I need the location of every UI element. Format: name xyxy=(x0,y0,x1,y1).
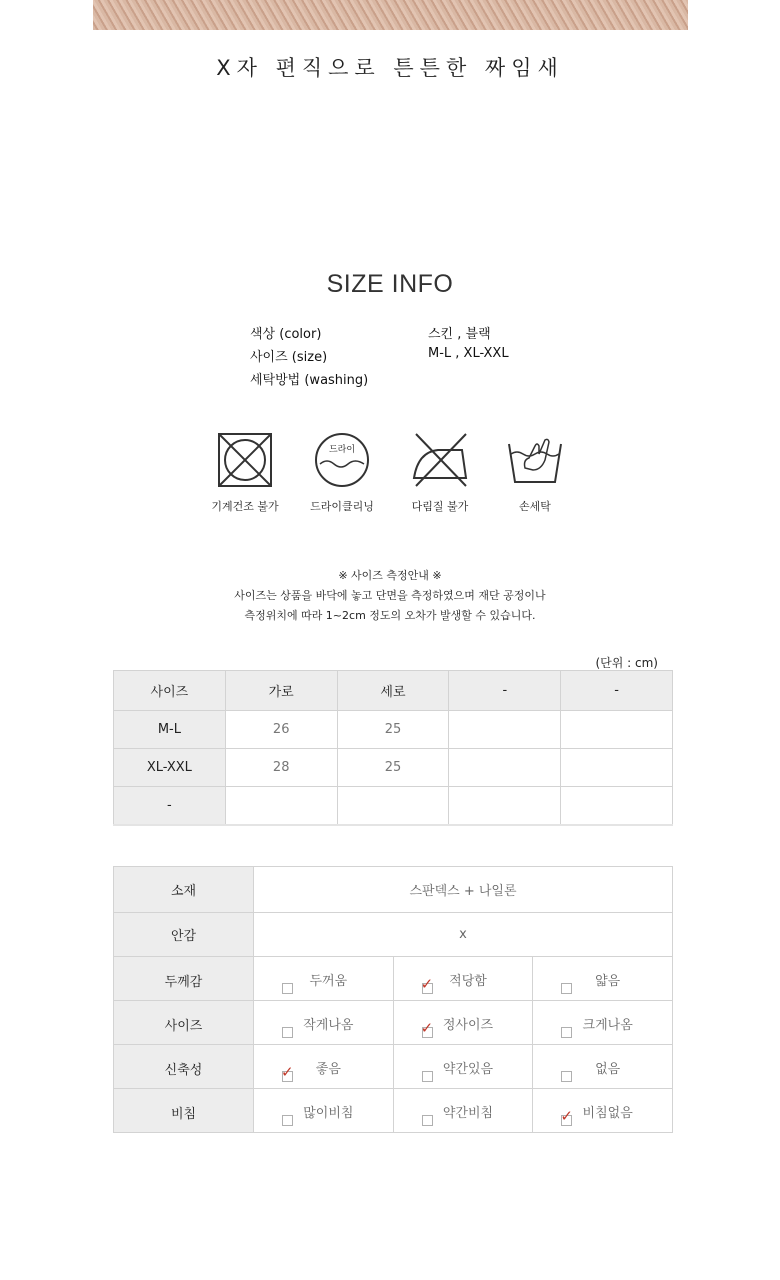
option-cell xyxy=(393,1089,533,1133)
table-row xyxy=(114,711,673,749)
table-row xyxy=(114,787,673,825)
info-value: 스킨 , 블랙 xyxy=(428,327,491,342)
table-cell xyxy=(225,787,337,825)
wash-caption: 드라이클리닝 xyxy=(310,500,374,513)
table-header-row xyxy=(114,671,673,711)
option-cell xyxy=(393,1045,533,1089)
option-unchecked xyxy=(254,1001,393,1044)
lining-value: x xyxy=(254,913,673,957)
table-header-cell: 사이즈 xyxy=(114,671,226,711)
option-cell xyxy=(533,1045,673,1089)
option-cell xyxy=(393,1001,533,1045)
table-header-cell: - xyxy=(561,671,673,711)
option-label: 두꺼움 xyxy=(309,974,348,989)
option-cell xyxy=(533,1001,673,1045)
option-checked xyxy=(394,957,533,1000)
elasticity-row xyxy=(114,1045,673,1089)
option-label: 없음 xyxy=(595,1062,621,1077)
table-cell xyxy=(561,749,673,787)
option-cell xyxy=(533,1089,673,1133)
table-header-cell: 가로 xyxy=(225,671,337,711)
option-cell xyxy=(393,957,533,1001)
size-measure-notice xyxy=(0,566,780,626)
wash-item-no-iron xyxy=(390,430,490,514)
option-label: 크게나옴 xyxy=(582,1018,633,1033)
option-label: 약간있음 xyxy=(442,1062,494,1077)
option-unchecked xyxy=(254,957,393,1000)
sheerness-row xyxy=(114,1089,673,1133)
option-label: 얇음 xyxy=(595,974,621,989)
option-checked xyxy=(254,1045,393,1088)
option-checked xyxy=(533,1089,672,1132)
table-cell: 26 xyxy=(225,711,337,749)
option-label: 많이비침 xyxy=(303,1106,354,1121)
option-cell xyxy=(254,1045,394,1089)
info-label: 세탁방법 (washing) xyxy=(250,373,369,388)
option-unchecked xyxy=(533,957,672,1000)
table-header-cell: 세로 xyxy=(337,671,449,711)
thickness-row xyxy=(114,957,673,1001)
table-cell: 28 xyxy=(225,749,337,787)
fit-row xyxy=(114,1001,673,1045)
notice-line: 사이즈는 상품을 바닥에 놓고 단면을 측정하였으며 재단 공정이나 xyxy=(234,589,546,602)
option-unchecked xyxy=(254,1089,393,1132)
material-table xyxy=(113,866,673,1133)
checkmark-icon: ✓ xyxy=(420,975,434,993)
option-label: 약간비침 xyxy=(442,1106,494,1121)
table-cell xyxy=(561,711,673,749)
product-tagline: X자 편직으로 튼튼한 짜임새 xyxy=(216,56,564,80)
wash-caption: 손세탁 xyxy=(519,500,551,513)
checkmark-icon: ✓ xyxy=(560,1107,573,1125)
option-cell xyxy=(254,1001,394,1045)
size-info-title: SIZE INFO xyxy=(326,270,454,298)
dry-clean-badge: 드라이 xyxy=(328,445,356,455)
wash-caption: 기계건조 불가 xyxy=(211,500,279,513)
info-row-color xyxy=(250,323,550,346)
washing-instructions xyxy=(195,430,585,520)
option-label: 비침없음 xyxy=(582,1106,633,1121)
checkmark-icon: ✓ xyxy=(420,1019,434,1037)
option-label: 정사이즈 xyxy=(442,1018,494,1033)
table-row xyxy=(114,749,673,787)
material-value: 스판덱스 + 나일론 xyxy=(254,867,673,913)
info-row-washing xyxy=(250,369,550,392)
wash-caption: 다림질 불가 xyxy=(411,500,469,513)
material-label: 소재 xyxy=(114,867,254,913)
row-label: 비침 xyxy=(114,1089,254,1133)
table-cell xyxy=(337,787,449,825)
row-label: 사이즈 xyxy=(114,1001,254,1045)
option-unchecked xyxy=(533,1001,672,1044)
size-table xyxy=(113,670,673,826)
option-checked xyxy=(394,1001,533,1044)
row-label: 두께감 xyxy=(114,957,254,1001)
material-row xyxy=(114,867,673,913)
option-label: 적당함 xyxy=(449,974,487,989)
hand-wash-icon xyxy=(505,430,565,490)
wash-item-dry-clean xyxy=(292,430,392,514)
row-label: 신축성 xyxy=(114,1045,254,1089)
option-unchecked xyxy=(533,1045,672,1088)
product-info-list xyxy=(250,323,550,392)
table-cell xyxy=(449,749,561,787)
table-row-label: M-L xyxy=(114,711,226,749)
option-cell xyxy=(254,957,394,1001)
lining-label: 안감 xyxy=(114,913,254,957)
notice-title: ※ 사이즈 측정안내 ※ xyxy=(338,569,442,582)
checkmark-icon: ✓ xyxy=(281,1063,294,1081)
table-cell: 25 xyxy=(337,749,449,787)
table-cell xyxy=(561,787,673,825)
option-label: 좋음 xyxy=(315,1062,341,1077)
notice-line: 측정위치에 따라 1~2cm 정도의 오차가 발생할 수 있습니다. xyxy=(244,609,536,622)
table-cell xyxy=(449,711,561,749)
table-row-label: XL-XXL xyxy=(114,749,226,787)
lining-row xyxy=(114,913,673,957)
wash-item-no-tumble-dry xyxy=(195,430,295,514)
option-cell xyxy=(254,1089,394,1133)
option-unchecked xyxy=(394,1045,533,1088)
dry-clean-icon xyxy=(312,430,372,490)
option-cell xyxy=(533,957,673,1001)
table-row-label: - xyxy=(114,787,226,825)
info-label: 사이즈 (size) xyxy=(250,350,328,365)
no-iron-icon xyxy=(408,430,472,490)
info-value: M-L , XL-XXL xyxy=(428,346,509,361)
product-photo-strip xyxy=(93,0,688,30)
info-label: 색상 (color) xyxy=(250,327,322,342)
table-cell xyxy=(449,787,561,825)
wash-item-hand-wash xyxy=(485,430,585,514)
no-tumble-dry-icon xyxy=(215,430,275,490)
table-header-cell: - xyxy=(449,671,561,711)
info-row-size xyxy=(250,346,550,369)
option-label: 작게나옴 xyxy=(303,1018,354,1033)
unit-label: (단위 : cm) xyxy=(595,656,658,670)
table-cell: 25 xyxy=(337,711,449,749)
option-unchecked xyxy=(394,1089,533,1132)
